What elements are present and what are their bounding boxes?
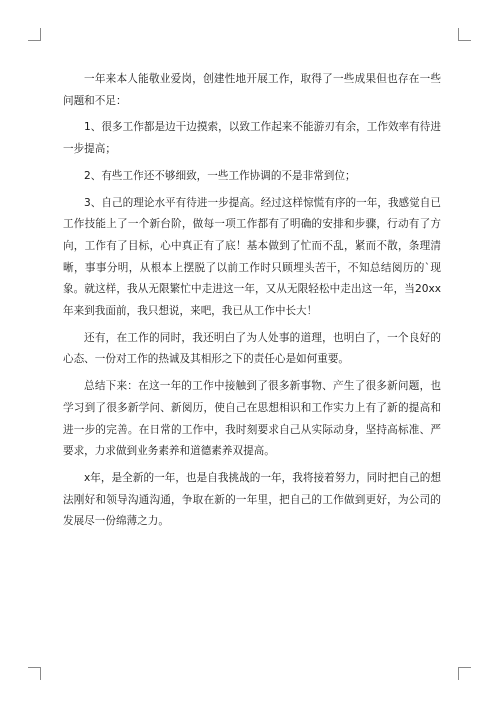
paragraph-issue-2: 2、有些工作还不够细致，一些工作协调的不是非常到位； bbox=[84, 169, 356, 182]
crop-mark-bottom-right bbox=[458, 667, 471, 680]
paragraph-attitude: 还有，在工作的同时，我还明白了为人处事的道理，也明白了，一个良好的心态、一份对工作的热诚及其相形之下的责任心是如何重要。 bbox=[63, 331, 441, 366]
paragraph-intro: 一年来本人能敬业爱岗，创建性地开展工作，取得了一些成果但也存在一些问题和不足： bbox=[63, 73, 441, 107]
paragraph-issue-3: 3、自己的理论水平有待进一步提高。经过这样惊慌有序的一年，我感觉自已工作技能上了一个新台阶，做每一项工作都有了明确的安排和步骤，行动有了方向，工作有了目标，心中真正有了底！基本做到了忙而不乱，紧而不散，条理清晰，事事分明，从根本上摆脱了以前工作时只顾埋头苦干，不知总结阅历的`现象。就这样，我从无限繁忙中走进这一年，又从无限轻松中走出这一年，当20xx年来到我面前，我只想说，来吧，我已从工作中长大！ bbox=[63, 196, 441, 318]
crop-mark-top-left bbox=[28, 28, 41, 41]
paragraph-summary: 总结下来：在这一年的工作中接触到了很多新事物、产生了很多新问题，也学习到了很多新学问、新阅历，使自己在思想相识和工作实力上有了新的提高和进一步的完善。在日常的工作中，我时刻要求自己从实际动身，坚持高标准、严要求，力求做到业务素养和道德素养双提高。 bbox=[63, 380, 441, 458]
paragraph-outlook: x年，是全新的一年，也是自我挑战的一年，我将接着努力，同时把自己的想法刚好和领导沟通沟通，争取在新的一年里，把自己的工作做到更好，为公司的发展尽一份绵薄之力。 bbox=[63, 471, 441, 528]
paragraph-issue-1: 1、很多工作都是边干边摸索，以致工作起来不能游刃有余，工作效率有待进一步提高； bbox=[63, 121, 441, 156]
crop-mark-bottom-left bbox=[28, 667, 41, 680]
document-body bbox=[63, 69, 441, 538]
crop-mark-top-right bbox=[458, 28, 471, 41]
